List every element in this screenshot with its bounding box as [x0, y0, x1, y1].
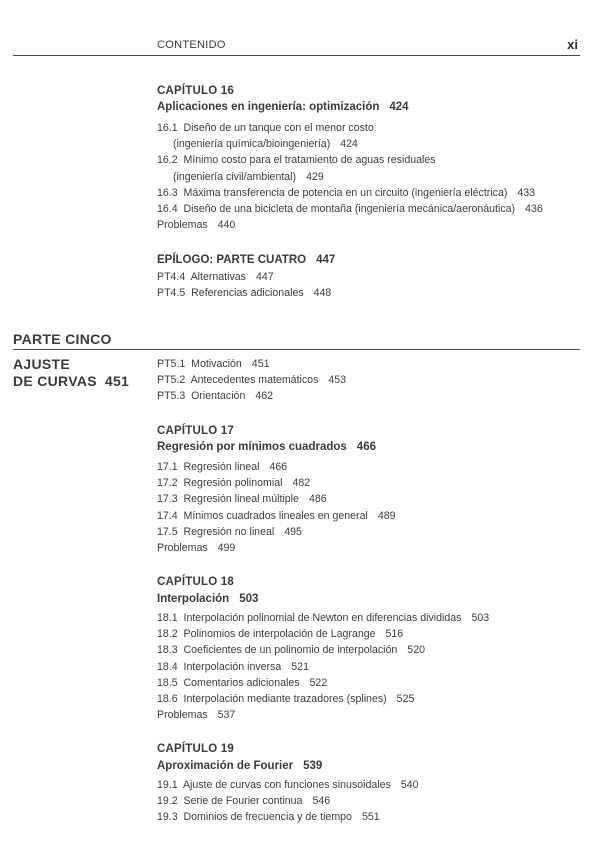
entry-text: Antecedentes matemáticos: [190, 374, 319, 387]
running-header-title: CONTENIDO: [157, 39, 226, 51]
chapter-title-text: Aplicaciones en ingeniería: optimización: [157, 101, 380, 113]
toc-entry-continuation[interactable]: [157, 136, 543, 152]
entry-page: 440: [217, 219, 236, 232]
chapter-16-title[interactable]: [157, 101, 409, 113]
entry-number: 16.2: [157, 154, 178, 167]
chapter-18-entries: [157, 610, 489, 723]
entry-number: 18.2: [157, 628, 178, 641]
entry-page: 424: [340, 138, 358, 151]
entry-number: 16.1: [157, 122, 178, 134]
entry-number: 19.3: [157, 811, 178, 824]
entry-text: Motivación: [191, 358, 242, 370]
toc-entry[interactable]: [157, 524, 396, 540]
entry-page: 503: [471, 612, 490, 624]
entry-text: Problemas: [157, 542, 208, 555]
part-title-line-2: DE CURVAS: [13, 373, 97, 389]
entry-text: Máxima transferencia de potencia en un circuito (ingeniería eléctrica): [183, 186, 508, 199]
entry-text: Regresión polinomial: [183, 477, 283, 490]
entry-page: 522: [309, 676, 328, 689]
toc-entry[interactable]: [157, 388, 346, 404]
entry-text: Interpolación mediante trazadores (splines): [183, 693, 387, 706]
toc-entry[interactable]: [157, 459, 396, 475]
part-title[interactable]: [13, 356, 129, 390]
entry-page: 429: [306, 170, 324, 183]
chapter-page: 539: [303, 760, 323, 772]
entry-page: 551: [361, 811, 380, 824]
entry-page: 447: [255, 271, 274, 283]
chapter-17-title[interactable]: [157, 441, 376, 453]
entry-text: Regresión lineal múltiple: [183, 493, 299, 506]
entry-page: 482: [292, 477, 311, 490]
entry-number: 18.1: [157, 612, 178, 624]
toc-entry[interactable]: [157, 185, 543, 201]
toc-entry[interactable]: [157, 285, 331, 301]
entry-page: 436: [525, 203, 543, 216]
entry-page: 486: [308, 493, 327, 506]
entry-number: 19.2: [157, 795, 178, 808]
chapter-page: 466: [356, 441, 376, 453]
entry-page: 495: [284, 525, 302, 538]
entry-page: 520: [407, 644, 425, 657]
entry-page: 540: [400, 779, 419, 791]
entry-number: 17.3: [157, 493, 178, 506]
entry-number: 17.2: [157, 477, 178, 490]
epilogue-entries: [157, 269, 331, 301]
chapter-16-label: CAPÍTULO 16: [157, 85, 234, 97]
entry-number: PT4.5: [157, 287, 186, 300]
toc-entry[interactable]: [157, 610, 489, 626]
chapter-17-entries: [157, 459, 396, 556]
entry-number: 16.3: [157, 186, 178, 199]
toc-entry[interactable]: [157, 691, 489, 707]
entry-page: 525: [396, 693, 415, 706]
toc-entry[interactable]: [157, 793, 419, 809]
toc-entry-problems[interactable]: [157, 707, 489, 723]
entry-text: Polinomios de interpolación de Lagrange: [183, 628, 376, 641]
chapter-18-label: CAPÍTULO 18: [157, 576, 234, 588]
entry-page: 499: [217, 542, 236, 555]
toc-entry[interactable]: [157, 120, 543, 136]
entry-number: 18.4: [157, 660, 178, 673]
entry-number: 16.4: [157, 203, 178, 216]
entry-text: Diseño de una bicicleta de montaña (ingeniería mecánica/aeronáutica): [183, 203, 516, 216]
entry-text: Interpolación polinomial de Newton en diferencias divididas: [183, 612, 462, 624]
chapter-18-title[interactable]: [157, 593, 258, 605]
entry-page: 466: [269, 461, 288, 473]
entry-page: 537: [217, 709, 236, 722]
chapter-19-label: CAPÍTULO 19: [157, 743, 234, 755]
entry-text: Comentarios adicionales: [183, 676, 300, 689]
entry-text: (ingeniería química/bioingeniería): [173, 138, 331, 151]
toc-entry[interactable]: [157, 675, 489, 691]
toc-entry[interactable]: [157, 201, 543, 217]
toc-entry-problems[interactable]: [157, 540, 396, 556]
entry-text: Problemas: [157, 709, 208, 722]
chapter-title-text: Aproximación de Fourier: [157, 760, 294, 772]
entry-text: Serie de Fourier continua: [183, 795, 303, 808]
entry-number: PT4.4: [157, 271, 186, 283]
page-number: xi: [567, 37, 578, 52]
entry-number: 18.3: [157, 644, 178, 657]
entry-page: 521: [291, 660, 309, 673]
entry-number: PT5.1: [157, 358, 186, 370]
toc-entry[interactable]: [157, 356, 346, 372]
entry-page: 489: [377, 509, 396, 522]
entry-page: 433: [517, 186, 536, 199]
toc-entry[interactable]: [157, 642, 489, 658]
header-rule: [13, 55, 580, 56]
entry-number: 18.5: [157, 676, 178, 689]
chapter-19-entries: [157, 777, 419, 826]
toc-entry[interactable]: [157, 777, 419, 793]
entry-text: Dominios de frecuencia y de tiempo: [183, 811, 352, 824]
entry-number: 19.1: [157, 779, 178, 791]
entry-page: 462: [255, 390, 274, 403]
entry-text: (ingeniería civil/ambiental): [173, 170, 297, 183]
entry-page: 451: [251, 358, 270, 370]
part-page: 451: [104, 373, 130, 389]
entry-text: Coeficientes de un polinomio de interpolación: [183, 644, 398, 657]
entry-number: PT5.2: [157, 374, 186, 387]
entry-text: Referencias adicionales: [191, 287, 304, 300]
entry-text: Ajuste de curvas con funciones sinusoidales: [182, 779, 391, 791]
entry-number: 17.1: [157, 461, 178, 473]
chapter-title-text: Regresión por mínimos cuadrados: [157, 441, 347, 453]
toc-entry[interactable]: [157, 809, 419, 825]
chapter-16-entries: [157, 120, 543, 233]
toc-entry[interactable]: [157, 491, 396, 507]
entry-page: 453: [328, 374, 347, 387]
toc-entry[interactable]: [157, 372, 346, 388]
epilogue-page: 447: [316, 254, 336, 266]
part-label: PARTE CINCO: [13, 331, 112, 347]
entry-page: 516: [385, 628, 404, 641]
entry-text: Mínimo costo para el tratamiento de aguas residuales: [183, 154, 436, 167]
entry-number: 18.6: [157, 693, 178, 706]
entry-text: Regresión lineal: [183, 461, 260, 473]
chapter-page: 503: [239, 593, 259, 605]
entry-number: 17.5: [157, 525, 178, 538]
entry-text: Orientación: [191, 390, 246, 403]
entry-text: Problemas: [157, 219, 208, 232]
toc-entry[interactable]: [157, 659, 489, 675]
part-5-entries: [157, 356, 346, 405]
entry-number: 17.4: [157, 509, 178, 522]
entry-text: Mínimos cuadrados lineales en general: [183, 509, 368, 522]
entry-page: 546: [312, 795, 331, 808]
entry-text: Diseño de un tanque con el menor costo: [183, 122, 374, 134]
epilogue-title-text: EPÍLOGO: PARTE CUATRO: [157, 254, 307, 266]
entry-text: Alternativas: [190, 271, 246, 283]
toc-entry[interactable]: [157, 508, 396, 524]
entry-page: 448: [313, 287, 332, 300]
part-rule: [13, 349, 580, 350]
entry-number: PT5.3: [157, 390, 186, 403]
part-title-line-1: AJUSTE: [13, 356, 71, 372]
toc-entry[interactable]: [157, 475, 396, 491]
toc-entry-problems[interactable]: [157, 217, 543, 233]
toc-entry-continuation[interactable]: [157, 169, 543, 185]
chapter-title-text: Interpolación: [157, 593, 230, 605]
entry-text: Regresión no lineal: [183, 525, 275, 538]
entry-text: Interpolación inversa: [183, 660, 282, 673]
toc-entry[interactable]: [157, 626, 489, 642]
chapter-19-title[interactable]: [157, 760, 322, 772]
chapter-page: 424: [389, 101, 409, 113]
toc-entry[interactable]: [157, 269, 331, 285]
toc-entry[interactable]: [157, 152, 543, 168]
chapter-17-label: CAPÍTULO 17: [157, 425, 234, 437]
epilogue-title[interactable]: [157, 254, 335, 266]
